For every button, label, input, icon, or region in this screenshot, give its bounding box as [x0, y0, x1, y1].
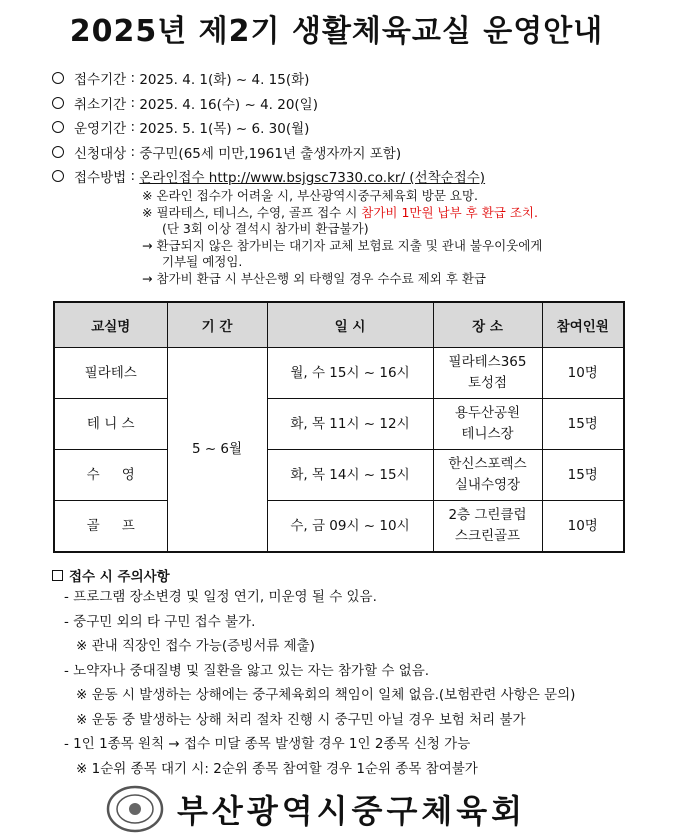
- class-time: 화, 목 11시 ~ 12시: [267, 399, 433, 450]
- note-line: → 참가비 환급 시 부산은행 외 타행일 경우 수수료 제외 후 환급: [142, 270, 486, 286]
- table-header-row: [54, 302, 624, 348]
- caution-item: - 노약자나 중대질병 및 질환을 앓고 있는 자는 참가할 수 없음.: [64, 662, 430, 679]
- col-header-place: 장 소: [433, 302, 542, 348]
- table-row: [54, 348, 624, 399]
- info-value: 2025. 4. 1(화) ~ 4. 15(화): [139, 72, 310, 89]
- note-line: 기부될 예정임.: [162, 254, 243, 269]
- info-value: 2025. 5. 1(목) ~ 6. 30(월): [139, 121, 310, 138]
- info-label: 신청대상: [74, 145, 127, 162]
- info-item-method: 접수방법 : 온라인접수 http://www.bsjgsc7330.co.kr/ (선착순접수): [52, 164, 652, 189]
- note-line: → 환급되지 않은 참가비는 대기자 교체 보험료 지출 및 관내 불우이웃에게: [142, 237, 543, 253]
- page-title: 2025년 제2기 생활체육교실 운영안내: [69, 14, 604, 49]
- schedule-table: [53, 301, 625, 553]
- info-item-reception: 접수기간 : 2025. 4. 1(화) ~ 4. 15(화): [52, 66, 652, 91]
- class-name: 골 프: [54, 501, 167, 553]
- class-place: 한신스포렉스 실내수영장: [433, 450, 542, 501]
- caution-heading: 접수 시 주의사항: [52, 565, 662, 585]
- class-name: 필라테스: [54, 348, 167, 399]
- note-line: (단 3회 이상 결석시 참가비 환급불가): [162, 221, 369, 236]
- class-place: 2층 그린클럽 스크린골프: [433, 501, 542, 553]
- caution-subitem: ※ 운동 시 발생하는 상해에는 중구체육회의 책임이 일체 없음.(보험관련 사항은 문의): [76, 687, 576, 703]
- circle-bullet-icon: [52, 146, 64, 158]
- class-name: 수 영: [54, 450, 167, 501]
- period-cell: 5 ~ 6월: [167, 348, 267, 553]
- circle-bullet-icon: [52, 121, 64, 133]
- info-list: [52, 66, 652, 189]
- caution-section: [52, 565, 662, 781]
- caution-item: - 중구민 외의 타 구민 접수 불가.: [64, 613, 256, 630]
- info-item-cancel: 취소기간 : 2025. 4. 16(수) ~ 4. 20(일): [52, 91, 652, 116]
- table-row: [54, 399, 624, 450]
- info-item-operation: 운영기간 : 2025. 5. 1(목) ~ 6. 30(월): [52, 115, 652, 140]
- info-label: 운영기간: [74, 121, 127, 138]
- class-time: 수, 금 09시 ~ 10시: [267, 501, 433, 553]
- signup-link[interactable]: 온라인접수 http://www.bsjgsc7330.co.kr/ (선착순접수): [139, 170, 486, 187]
- col-header-period: 기 간: [167, 302, 267, 348]
- circle-bullet-icon: [52, 97, 64, 109]
- table-row: [54, 450, 624, 501]
- footer: [105, 784, 526, 834]
- note-line-fee: ※ 필라테스, 테니스, 수영, 골프 접수 시 참가비 1만원 납부 후 환급 조치.: [142, 204, 538, 220]
- class-place: 필라테스365 토성점: [433, 348, 542, 399]
- square-bullet-icon: [52, 570, 63, 581]
- org-seal-logo: [105, 784, 165, 834]
- org-name: 부산광역시중구체육회: [177, 792, 527, 830]
- caution-subitem: ※ 1순위 종목 대기 시: 2순위 종목 참여할 경우 1순위 종목 참여불가: [76, 760, 478, 777]
- col-header-class: 교실명: [54, 302, 167, 348]
- class-place: 용두산공원 테니스장: [433, 399, 542, 450]
- table-row: [54, 501, 624, 553]
- class-time: 화, 목 14시 ~ 15시: [267, 450, 433, 501]
- info-label: 접수방법: [74, 170, 127, 187]
- class-count: 15명: [542, 450, 624, 501]
- info-label: 접수기간: [74, 72, 127, 89]
- info-label: 취소기간: [74, 96, 127, 113]
- caution-item: - 1인 1종목 원칙 → 접수 미달 종목 발생할 경우 1인 2종목 신청 가능: [64, 736, 471, 752]
- info-value: 2025. 4. 16(수) ~ 4. 20(일): [139, 96, 318, 113]
- col-header-count: 참여인원: [542, 302, 624, 348]
- class-count: 10명: [542, 348, 624, 399]
- circle-bullet-icon: [52, 170, 64, 182]
- class-count: 15명: [542, 399, 624, 450]
- class-time: 월, 수 15시 ~ 16시: [267, 348, 433, 399]
- info-item-target: 신청대상 : 중구민(65세 미만,1961년 출생자까지 포함): [52, 140, 652, 165]
- circle-bullet-icon: [52, 72, 64, 84]
- fee-highlight: 참가비 1만원 납부 후 환급 조치.: [361, 204, 538, 220]
- col-header-time: 일 시: [267, 302, 433, 348]
- caution-subitem: ※ 관내 직장인 접수 가능(증빙서류 제출): [76, 638, 315, 654]
- notes: [142, 188, 662, 287]
- info-value: 중구민(65세 미만,1961년 출생자까지 포함): [139, 145, 402, 162]
- caution-item: - 프로그램 장소변경 및 일정 연기, 미운영 될 수 있음.: [64, 589, 377, 605]
- class-count: 10명: [542, 501, 624, 553]
- class-name: 테 니 스: [54, 399, 167, 450]
- caution-subitem: ※ 운동 중 발생하는 상해 처리 절차 진행 시 중구민 아닐 경우 보험 처리 불가: [76, 711, 526, 728]
- note-line: ※ 온라인 접수가 어려울 시, 부산광역시중구체육회 방문 요망.: [142, 188, 479, 203]
